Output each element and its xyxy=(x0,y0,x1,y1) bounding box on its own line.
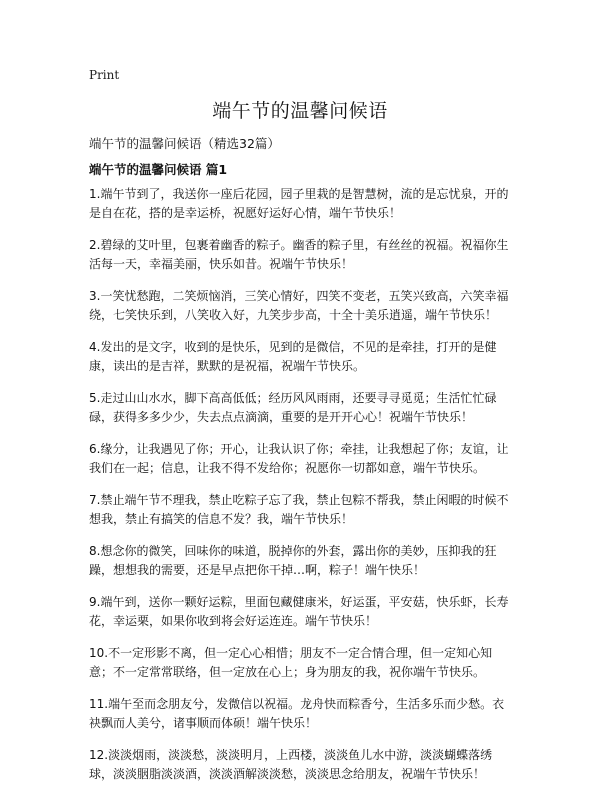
print-link[interactable]: Print xyxy=(89,68,120,82)
greeting-item: 2.碧绿的艾叶里，包裹着幽香的粽子。幽香的粽子里，有丝丝的祝福。祝福你生活每一天，幸福美丽，快乐如昔。祝端午节快乐！ xyxy=(89,238,509,271)
greeting-item: 1.端午节到了，我送你一座后花园，园子里栽的是智慧树，流的是忘忧泉，开的是自在花，搭的是幸运桥，祝愿好运好心情，端午节快乐！ xyxy=(89,187,509,220)
greeting-item: 8.想念你的微笑，回味你的味道，脱掉你的外套，露出你的美妙，压抑我的狂躁，想想我的需要，还是早点把你干掉…啊，粽子！端午快乐！ xyxy=(89,544,497,577)
greeting-item: 5.走过山山水水，脚下高高低低；经历风风雨雨，还要寻寻觅觅；生活忙忙碌碌，获得多多少少，失去点点滴滴，重要的是开开心心！祝端午节快乐！ xyxy=(89,391,497,424)
greeting-item: 3.一笑忧愁跑，二笑烦恼消，三笑心情好，四笑不变老，五笑兴致高，六笑幸福绕，七笑快乐到，八笑收入好，九笑步步高，十全十美乐逍遥，端午节快乐！ xyxy=(89,289,509,322)
greeting-item: 6.缘分，让我遇见了你；开心，让我认识了你；牵挂，让我想起了你；友谊，让我们在一起；信息，让我不得不发给你；祝愿你一切都如意，端午节快乐。 xyxy=(89,442,509,475)
greeting-item: 9.端午到，送你一颗好运粽，里面包藏健康米，好运蛋，平安菇，快乐虾，长寿花，幸运栗，如果你收到将会好运连连。端午节快乐！ xyxy=(89,595,509,628)
greeting-item: 10.不一定形影不离，但一定心心相惜；朋友不一定合情合理，但一定知心知意；不一定常常联络，但一定放在心上；身为朋友的我，祝你端午节快乐。 xyxy=(89,646,493,679)
greeting-list xyxy=(89,185,514,797)
subtitle: 端午节的温馨问候语（精选32篇） xyxy=(89,136,280,151)
greeting-item: 11.端午至而念朋友兮，发微信以祝福。龙舟快而粽香兮，生活多乐而少愁。衣袂飘而人美兮，诸事顺而体硕！端午快乐！ xyxy=(89,697,505,730)
greeting-item: 12.淡淡烟雨，淡淡愁，淡淡明月，上西楼，淡淡鱼儿水中游，淡淡蝴蝶落绣球，淡淡胭脂淡淡酒，淡淡酒解淡淡愁，淡淡思念给朋友，祝端午节快乐！ xyxy=(89,748,493,781)
greeting-item: 4.发出的是文字，收到的是快乐，见到的是微信，不见的是牵挂，打开的是健康，读出的是吉祥，默默的是祝福，祝端午节快乐。 xyxy=(89,340,497,373)
greeting-item: 7.禁止端午节不理我，禁止吃粽子忘了我，禁止包粽不帮我，禁止闲暇的时候不想我，禁止有搞笑的信息不发？我，端午节快乐！ xyxy=(89,493,509,526)
page-title: 端午节的温馨问候语 xyxy=(212,100,388,122)
section-heading: 端午节的温馨问候语 篇1 xyxy=(89,162,228,177)
